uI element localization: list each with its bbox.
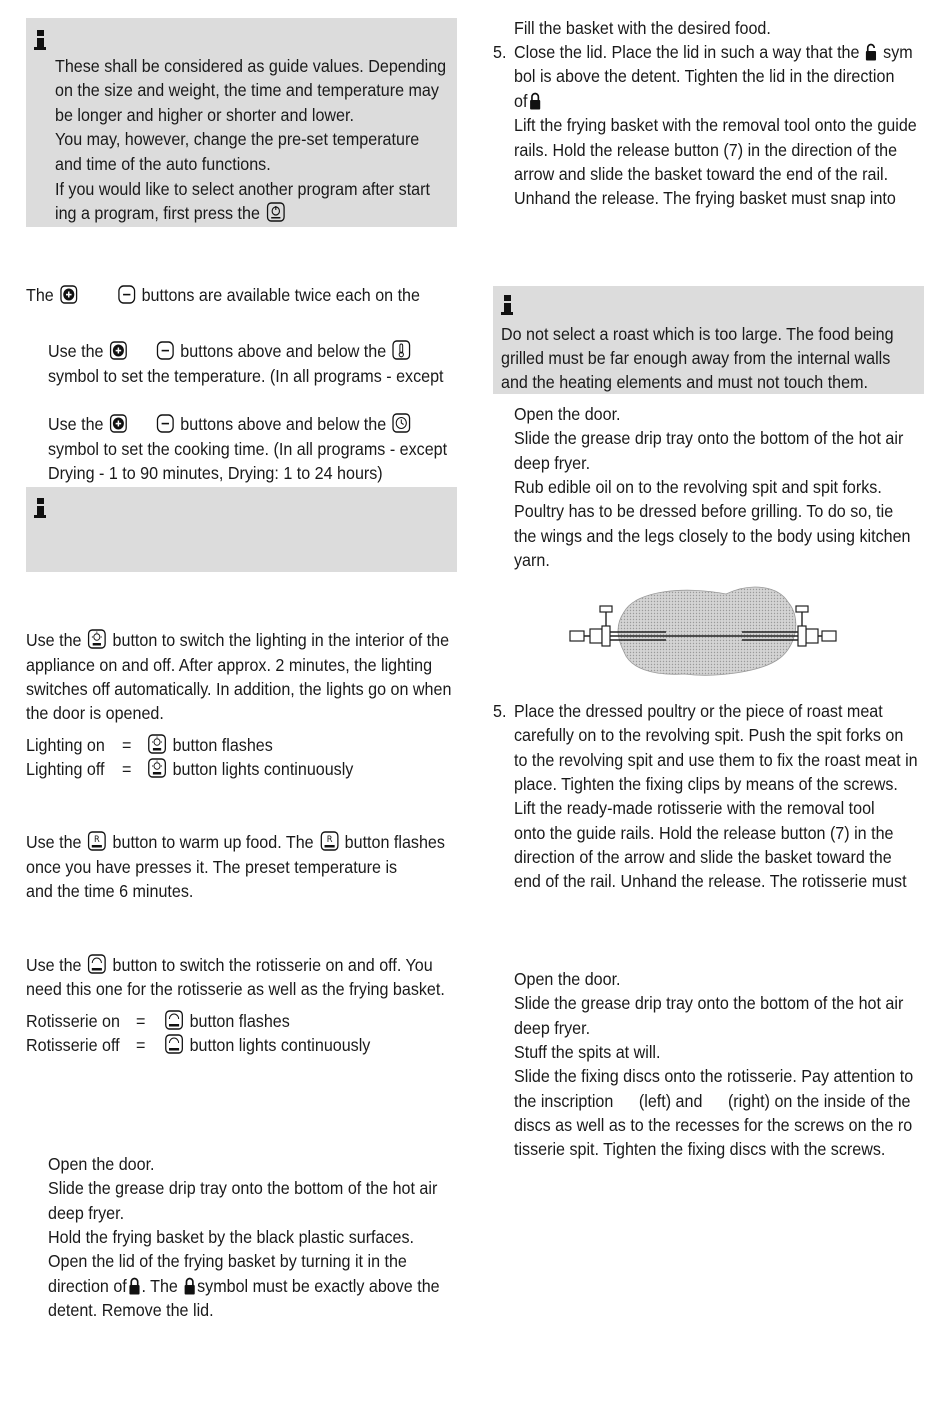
guide-line-7-text: ing a program, first press the <box>55 203 260 223</box>
rotisserie-line-1-a: Use the <box>26 955 82 975</box>
rotisserie-off-label: Rotisserie off <box>26 1035 120 1055</box>
padlock-icon <box>529 92 540 110</box>
basket-cont-3: bol is above the detent. Tighten the lid in the direction <box>514 66 895 86</box>
guide-line-3: be longer and higher or shorter and lower. <box>55 105 354 125</box>
guide-line-7 <box>55 201 286 225</box>
lighting-on-desc-text: button flashes <box>172 735 273 755</box>
lighting-on-eq: = <box>122 735 132 755</box>
lighting-off-label: Lighting off <box>26 759 105 779</box>
roast-cont-6: onto the guide rails. Hold the release button (7) in the <box>514 823 894 843</box>
light-line-1-a: Use the <box>26 630 82 650</box>
reheat-line-3: and the time 6 minutes. <box>26 881 194 901</box>
roast-cont-8: end of the rail. Unhand the release. The rotisserie must <box>514 871 907 891</box>
roast-note-3: and the heating elements and must not touch them. <box>501 372 868 392</box>
rotisserie-on-eq: = <box>136 1011 146 1031</box>
spits-step-6-b: (left) and <box>638 1091 703 1111</box>
basket-step-4: Hold the frying basket by the black plastic surfaces. <box>48 1227 415 1247</box>
basket-cont-6: rails. Hold the release button (7) in the direction of the <box>514 140 898 160</box>
basket-step-1: Open the door. <box>48 1154 155 1174</box>
roast-cont-7: direction of the arrow and slide the basket toward the <box>514 847 892 867</box>
buttons-intro-b: buttons are available twice each on the <box>141 285 420 305</box>
temp-line-1-a: Use the <box>48 341 104 361</box>
rotisserie-on-desc-text: button flashes <box>189 1011 290 1031</box>
rotisserie-line-2: need this one for the rotisserie as well as the frying basket. <box>26 979 445 999</box>
guide-line-2: on the size and weight, the time and temperature may <box>55 80 439 100</box>
info-box-roast-size <box>493 286 924 394</box>
reheat-line-2: once you have presses it. The preset temperature is <box>26 857 398 877</box>
basket-step-6-a: direction of <box>48 1276 127 1296</box>
light-line-1-b: button to switch the lighting in the interior of the <box>112 630 450 650</box>
basket-cont-4 <box>514 89 542 113</box>
buttons-intro-a: The <box>26 285 54 305</box>
reheat-line-1-a: Use the <box>26 832 82 852</box>
thermometer-icon <box>393 340 411 360</box>
rotisserie-on-desc <box>163 1009 290 1033</box>
basket-cont-1: Fill the basket with the desired food. <box>514 18 771 38</box>
rotisserie-off-desc-text: button lights continuously <box>189 1035 371 1055</box>
guide-line-4: You may, however, change the pre-set temperature <box>55 129 420 149</box>
spits-step-4: Stuff the spits at will. <box>514 1042 661 1062</box>
rotisserie-on-label: Rotisserie on <box>26 1011 120 1031</box>
spits-step-8: tisserie spit. Tighten the fixing discs with the screws. <box>514 1139 886 1159</box>
roast-cont-1: Place the dressed poultry or the piece of roast meat <box>514 701 883 721</box>
spits-step-3: deep fryer. <box>514 1018 591 1038</box>
guide-line-5: and time of the auto functions. <box>55 154 271 174</box>
reheat-button-icon <box>320 831 338 851</box>
roast-step-7: yarn. <box>514 550 550 570</box>
lighting-on-desc <box>146 733 273 757</box>
time-line-2: symbol to set the cooking time. (In all programs - except <box>48 439 448 459</box>
lighting-off-desc-text: button lights continuously <box>172 759 354 779</box>
info-box-empty <box>26 487 457 572</box>
light-button-icon <box>148 758 166 778</box>
reheat-line-1-b: button to warm up food. The <box>112 832 314 852</box>
temp-line-1-b: buttons above and below the <box>180 341 387 361</box>
minus-button-icon <box>157 414 174 433</box>
basket-step-2: Slide the grease drip tray onto the bottom of the hot air <box>48 1178 438 1198</box>
reheat-line-1 <box>26 830 445 854</box>
plus-button-icon <box>110 414 127 433</box>
roast-note-2: grilled must be far enough away from the internal walls <box>501 348 891 368</box>
temp-line-2: symbol to set the temperature. (In all programs - except <box>48 366 444 386</box>
basket-cont-2 <box>514 40 913 64</box>
spits-step-6-c: (right) on the inside of the <box>727 1091 911 1111</box>
basket-step-5: Open the lid of the frying basket by turning it in the <box>48 1251 407 1271</box>
svg-text:R: R <box>94 834 100 846</box>
guide-line-6: If you would like to select another program after start <box>55 179 430 199</box>
spits-step-6-a: the inscription <box>514 1091 614 1111</box>
basket-step-6-b: . The <box>141 1276 178 1296</box>
padlock-icon <box>184 1277 195 1295</box>
basket-cont-4-text: of <box>514 91 528 111</box>
light-line-2: appliance on and off. After approx. 2 minutes, the lighting <box>26 655 433 675</box>
info-icon <box>34 498 46 518</box>
basket-cont-2-a: Close the lid. Place the lid in such a way that the <box>514 42 860 62</box>
padlock-icon <box>866 43 877 61</box>
guide-line-1: These shall be considered as guide values. Depending <box>55 56 447 76</box>
info-icon <box>501 295 513 315</box>
time-line-1-a: Use the <box>48 414 104 434</box>
basket-step-6 <box>48 1274 440 1298</box>
padlock-icon <box>129 1277 140 1295</box>
lighting-off-desc <box>146 757 353 781</box>
buttons-intro <box>26 283 420 307</box>
rotate-button-icon <box>165 1010 183 1030</box>
roast-cont-num5: 5. <box>493 701 507 721</box>
roast-step-2: Slide the grease drip tray onto the bottom of the hot air <box>514 428 904 448</box>
rotisserie-line-1 <box>26 953 433 977</box>
roast-step-4: Rub edible oil on to the revolving spit and spit forks. <box>514 477 882 497</box>
roast-step-6: the wings and the legs closely to the body using kitchen <box>514 526 911 546</box>
plus-button-icon <box>110 341 127 360</box>
temp-line-1 <box>48 339 413 363</box>
spits-step-2: Slide the grease drip tray onto the bottom of the hot air <box>514 993 904 1013</box>
basket-step-7: detent. Remove the lid. <box>48 1300 214 1320</box>
info-icon <box>34 30 46 50</box>
roast-cont-5: Lift the ready-made rotisserie with the removal tool <box>514 798 875 818</box>
roast-step-1: Open the door. <box>514 404 621 424</box>
minus-button-icon <box>118 285 135 304</box>
basket-step-6-c: symbol must be exactly above the <box>197 1276 440 1296</box>
rotisserie-off-eq: = <box>136 1035 146 1055</box>
time-line-3: Drying - 1 to 90 minutes, Drying: 1 to 24 hours) <box>48 463 383 483</box>
lighting-off-eq: = <box>122 759 132 779</box>
roast-step-5: Poultry has to be dressed before grilling. To do so, tie <box>514 501 894 521</box>
basket-cont-num5: 5. <box>493 42 507 62</box>
light-line-4: the door is opened. <box>26 703 164 723</box>
on-off-button-icon <box>266 202 284 222</box>
reheat-line-1-c: button flashes <box>344 832 445 852</box>
roast-cont-4: place. Tighten the fixing clips by means of the screws. <box>514 774 898 794</box>
light-line-1 <box>26 628 449 652</box>
basket-cont-8: Unhand the release. The frying basket must snap into <box>514 188 896 208</box>
light-button-icon <box>148 734 166 754</box>
lighting-on-label: Lighting on <box>26 735 105 755</box>
basket-cont-5: Lift the frying basket with the removal tool onto the guide <box>514 115 917 135</box>
rotisserie-off-desc <box>163 1033 370 1057</box>
spits-step-7: discs as well as to the recesses for the screws on the ro <box>514 1115 913 1135</box>
light-button-icon <box>88 629 106 649</box>
roast-cont-2: carefully on to the revolving spit. Push the spit forks on <box>514 725 904 745</box>
rotate-button-icon <box>165 1034 183 1054</box>
reheat-button-icon <box>88 831 106 851</box>
time-line-1-b: buttons above and below the <box>180 414 387 434</box>
spits-step-6 <box>514 1089 911 1113</box>
spits-step-1: Open the door. <box>514 969 621 989</box>
rotisserie-line-1-b: button to switch the rotisserie on and off. You <box>112 955 433 975</box>
info-box-guide-values <box>26 18 457 227</box>
roast-step-3: deep fryer. <box>514 453 591 473</box>
light-line-3: switches off automatically. In addition, the lights go on when <box>26 679 452 699</box>
rotisserie-spit-illustration <box>566 582 842 682</box>
basket-cont-2-b: sym <box>883 42 913 62</box>
roast-note-1: Do not select a roast which is too large. The food being <box>501 324 894 344</box>
basket-step-3: deep fryer. <box>48 1203 125 1223</box>
rotate-button-icon <box>88 954 106 974</box>
basket-cont-7: arrow and slide the basket toward the end of the rail. <box>514 164 889 184</box>
svg-text:R: R <box>326 834 333 846</box>
clock-icon <box>393 413 411 433</box>
time-line-1 <box>48 412 413 436</box>
spits-step-5: Slide the fixing discs onto the rotisserie. Pay attention to <box>514 1066 914 1086</box>
plus-button-icon <box>60 285 77 304</box>
minus-button-icon <box>157 341 174 360</box>
roast-cont-3: to the revolving spit and use them to fix the roast meat in <box>514 750 918 770</box>
